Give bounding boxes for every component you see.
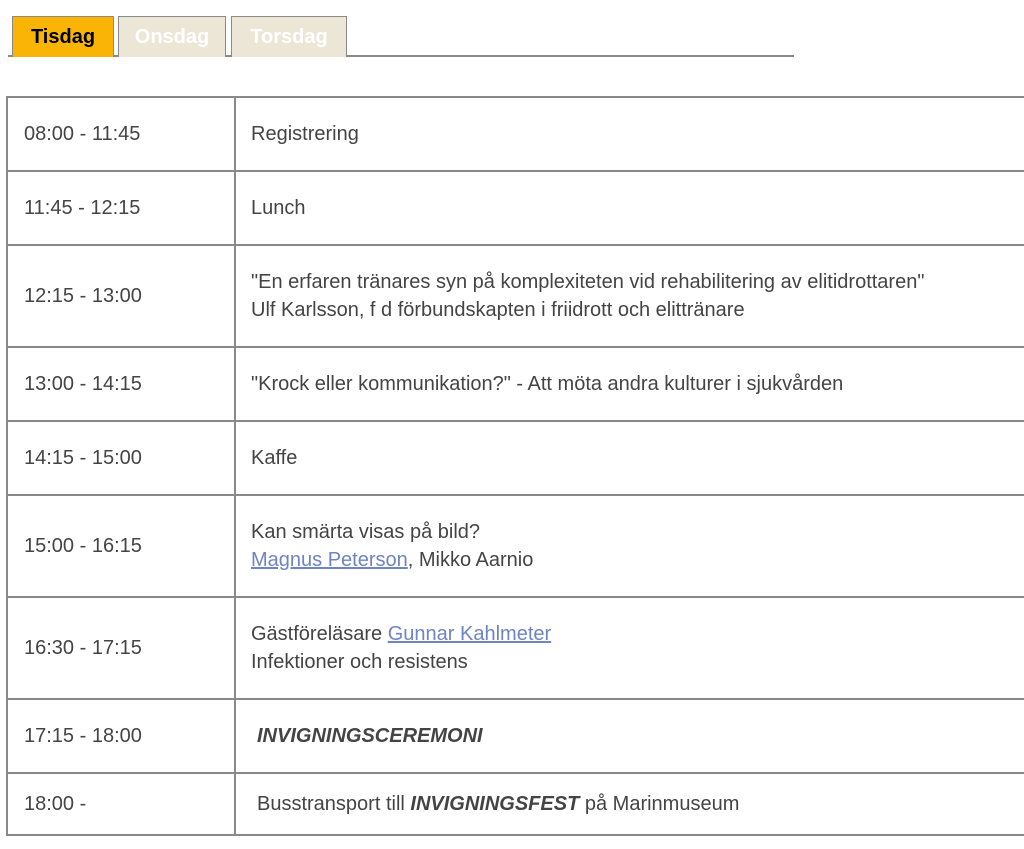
time-cell: 14:15 - 15:00 — [7, 421, 235, 495]
description-cell — [235, 421, 1024, 495]
description-cell — [235, 597, 1024, 699]
session-emphasis: INVIGNINGSFEST — [410, 793, 580, 815]
table-row — [7, 597, 1024, 699]
tab-onsdag[interactable]: Onsdag — [118, 16, 226, 57]
description-cell — [235, 495, 1024, 597]
table-row — [7, 347, 1024, 421]
session-suffix: på Marinmuseum — [579, 793, 740, 815]
session-title: Registrering — [251, 123, 359, 145]
table-row — [7, 495, 1024, 597]
time-cell: 13:00 - 14:15 — [7, 347, 235, 421]
description-cell — [235, 97, 1024, 171]
time-cell: 11:45 - 12:15 — [7, 171, 235, 245]
description-cell — [235, 245, 1024, 347]
speaker-link-gunnar-kahlmeter[interactable]: Gunnar Kahlmeter — [387, 623, 552, 645]
time-cell: 16:30 - 17:15 — [7, 597, 235, 699]
session-speaker: Ulf Karlsson, f d förbundskapten i friidrott och elittränare — [251, 299, 745, 321]
session-prefix: Busstransport till — [257, 793, 411, 815]
table-row — [7, 97, 1024, 171]
time-cell: 12:15 - 13:00 — [7, 245, 235, 347]
description-cell — [235, 699, 1024, 773]
table-row — [7, 245, 1024, 347]
table-row — [7, 773, 1024, 835]
speaker-link-magnus-peterson[interactable]: Magnus Peterson — [251, 549, 408, 571]
tab-tisdag[interactable]: Tisdag — [12, 16, 114, 57]
description-cell — [235, 171, 1024, 245]
time-cell: 08:00 - 11:45 — [7, 97, 235, 171]
time-cell: 15:00 - 16:15 — [7, 495, 235, 597]
session-label: Gästföreläsare — [251, 623, 388, 645]
session-title: Kaffe — [251, 447, 298, 469]
session-title: Infektioner och resistens — [251, 651, 468, 673]
time-cell: 17:15 - 18:00 — [7, 699, 235, 773]
tab-torsdag[interactable]: Torsdag — [231, 16, 347, 57]
table-row — [7, 421, 1024, 495]
description-cell — [235, 773, 1024, 835]
session-speaker: , Mikko Aarnio — [407, 549, 534, 571]
time-cell: 18:00 - — [7, 773, 235, 835]
session-title: Lunch — [251, 197, 306, 219]
day-tabs — [8, 16, 794, 57]
session-title: "En erfaren tränares syn på komplexiteten vid rehabilitering av elitidrottaren" — [251, 271, 925, 293]
table-row — [7, 171, 1024, 245]
schedule-table — [6, 96, 1024, 836]
session-title: INVIGNINGSCEREMONI — [257, 725, 483, 747]
description-cell — [235, 347, 1024, 421]
session-title: "Krock eller kommunikation?" - Att möta andra kulturer i sjukvården — [251, 373, 844, 395]
session-title: Kan smärta visas på bild? — [251, 521, 481, 543]
table-row — [7, 699, 1024, 773]
